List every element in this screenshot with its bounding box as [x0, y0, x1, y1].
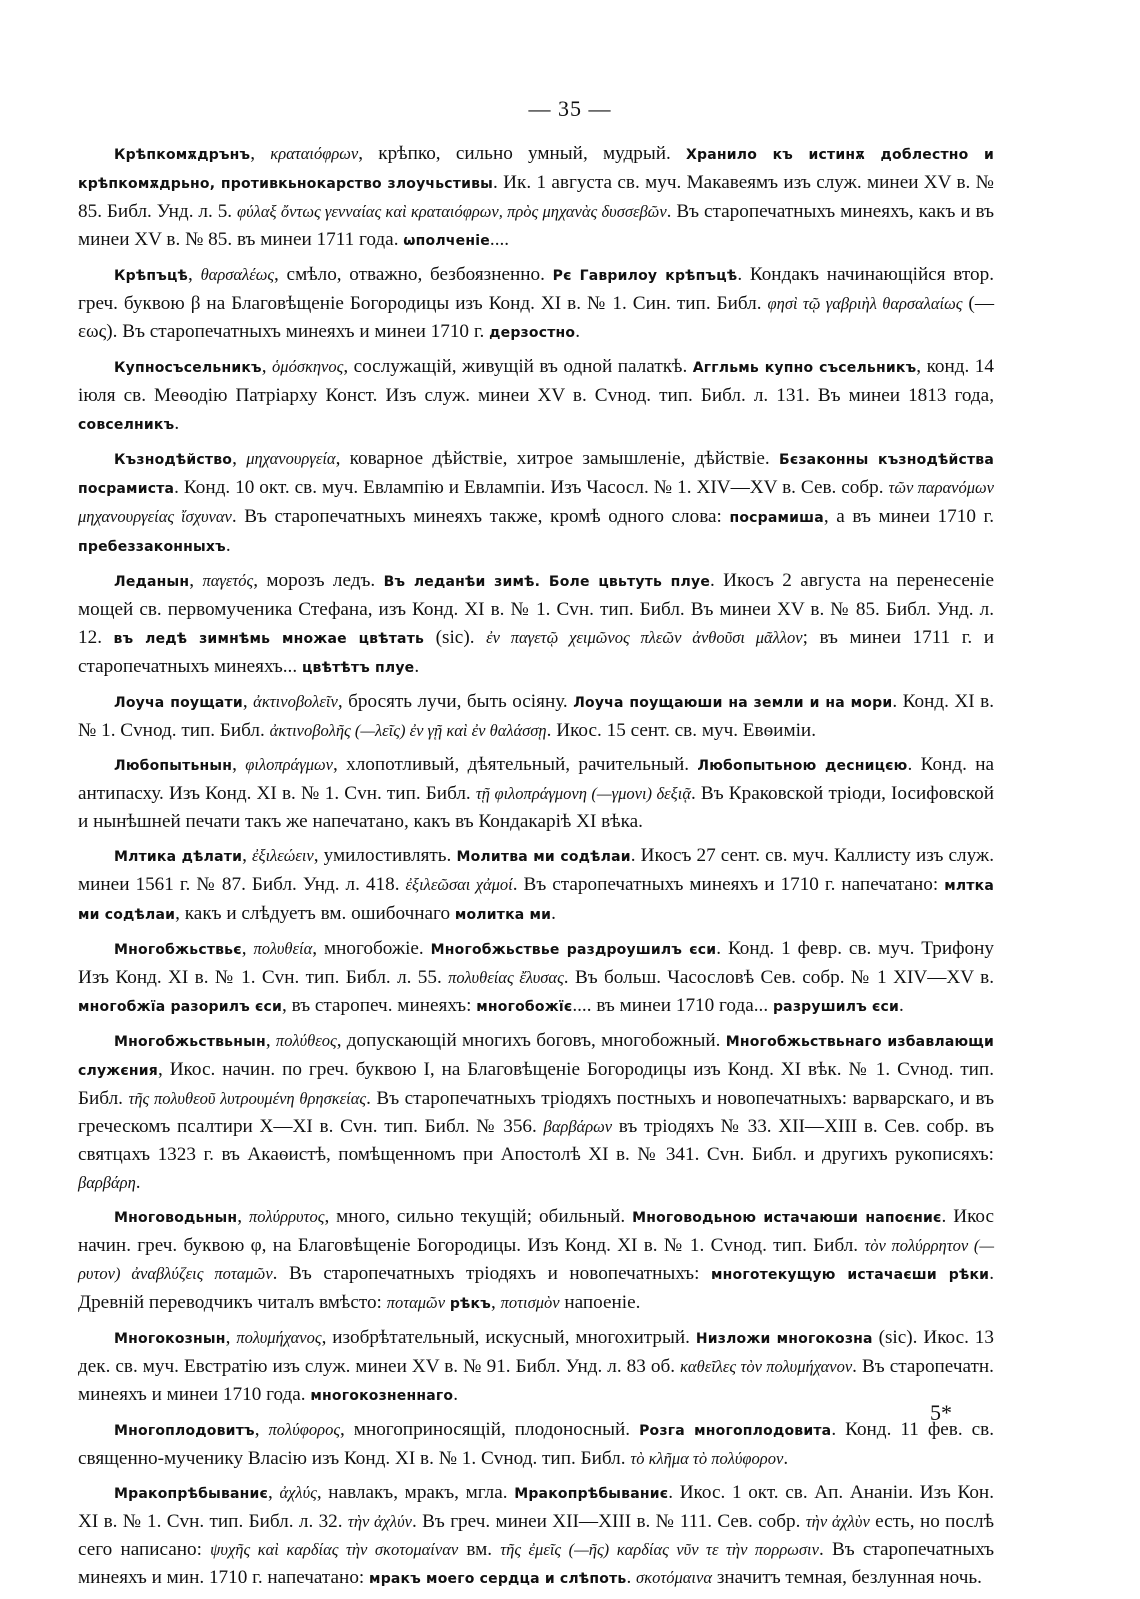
church-slavonic-text: Многоводьною истачаюши напоєниє [632, 1210, 942, 1226]
church-slavonic-text: Хранило къ истинѫ доблестно и крѣпкомѫдрьно, противкьнокарство злоучьстивы [78, 147, 994, 192]
dictionary-entry [78, 935, 994, 1021]
dictionary-entry [78, 353, 994, 439]
greek-text: πολυθείας ἔλυσας [448, 968, 564, 987]
russian-text: , [232, 448, 247, 469]
russian-text: . Въ греч. минеи XII—XIII в. № 111. Сев. собр. [411, 1511, 806, 1532]
church-slavonic-text: мракъ моего сердца и слѣпоть [369, 1571, 627, 1587]
greek-text: τὸ κλῆμα τὸ πολύφορον [630, 1449, 784, 1468]
russian-text: . [225, 535, 231, 556]
dictionary-entry [78, 140, 994, 255]
dictionary-entry [78, 1027, 994, 1197]
greek-text: τὴν ἀχλὺν [805, 1512, 870, 1531]
greek-text: σκοτόμαινα [636, 1568, 713, 1587]
dictionary-entry [78, 567, 994, 682]
russian-text: . Въ старопечатн. минеяхъ и минеи 1710 года. [78, 1356, 994, 1405]
russian-text: . Въ Краковской тріоди, Іосифовской и нынѣшней печати такъ же напечатано, какъ въ Кондакаріѣ XI вѣка. [78, 783, 994, 832]
russian-text: , [237, 1206, 249, 1227]
russian-text: , [241, 938, 254, 959]
greek-text: κραταιόφρων [270, 144, 359, 163]
greek-text: ψυχῆς καὶ καρδίας τὴν σκοτομαίναν [210, 1540, 459, 1559]
dictionary-entry [78, 1324, 994, 1410]
russian-text: , [242, 691, 254, 712]
greek-text: πολυθεία [253, 939, 313, 958]
church-slavonic-text: Рє Гаврилоу крѣпъцѣ [552, 268, 738, 284]
church-slavonic-text: рѣкъ [449, 1296, 491, 1312]
greek-text: ποταμῶν [386, 1293, 446, 1312]
church-slavonic-text: многобожїє [476, 999, 573, 1015]
greek-text: ἀχλύς [279, 1483, 317, 1502]
greek-text: ἐξιλεῶσαι χἀμοί [405, 875, 513, 894]
russian-text: . Въ старопечатныхъ тріодяхъ постныхъ и новопечатныхъ: варварскаго, и въ греческомъ псалтири X—XI в. Сvн. тип. Библ. № 356. [78, 1088, 994, 1137]
greek-text: τῆς ἐμεῖς (—ῆς) καρδίας νῦν τε τὴν πορρωσιν [500, 1540, 819, 1559]
russian-text: . [626, 1567, 637, 1588]
church-slavonic-text: Къзнодѣйство [114, 452, 233, 468]
greek-text: φιλοπράγμων [245, 755, 333, 774]
dictionary-entry [78, 688, 994, 745]
russian-text: , бросять лучи, быть осіяну. [337, 691, 574, 712]
russian-text: ; въ минеи 1711 г. и старопечатныхъ минеяхъ... [78, 627, 995, 677]
church-slavonic-text: многотекущую истачаєши рѣки [711, 1267, 990, 1283]
greek-text: ἀκτινοβολῆς (—λεῖς) ἐν γῇ καὶ ἐν θαλάσσῃ [269, 721, 547, 740]
church-slavonic-text: Многобжьствьє [114, 942, 242, 958]
russian-text: , много, сильно текущій; обильный. [324, 1206, 633, 1227]
church-slavonic-text: Многобжьствьнын [114, 1034, 266, 1050]
russian-text: . Въ старопечатныхъ тріодяхъ и новопечатныхъ: [272, 1263, 712, 1284]
greek-text: βαρβάρη [78, 1173, 136, 1192]
dictionary-entry [78, 1479, 994, 1593]
greek-text: ἐν παγετῷ χειμῶνος πλεῶν ἀνθοῦσι μᾶλλον [486, 628, 803, 647]
russian-text: , морозъ ледъ. [253, 570, 384, 591]
russian-text: . Икос. 1 окт. св. Ап. Ананіи. Изъ Кон. XI в. № 1. Сvн. тип. Библ. л. 32. [78, 1482, 994, 1532]
greek-text: βαρβάρων [543, 1117, 613, 1136]
russian-text: . Кондакъ начинающійся втор. греч. буквою β на Благовѣщеніе Богородицы изъ Конд. XI в. № 1. Син. тип. Библ. [78, 264, 994, 314]
russian-text: , въ старопеч. минеяхъ: [282, 995, 477, 1016]
church-slavonic-text: цвѣтѣтъ плуе [301, 660, 415, 676]
church-slavonic-text: Мракопрѣбываниє [514, 1486, 669, 1502]
russian-text: . [135, 1172, 141, 1193]
russian-text: , [232, 754, 246, 775]
church-slavonic-text: разрушилъ єси [772, 999, 900, 1015]
russian-text: , умилостивлять. [313, 845, 457, 866]
russian-text: , [225, 1327, 237, 1348]
russian-text: . Въ старопечатныхъ минеяхъ и 1710 г. напечатано: [512, 874, 945, 895]
greek-text: τὸν πολύρρητον (—ρυτον) ἀναβλύζεις ποταμῶν [78, 1236, 994, 1283]
church-slavonic-text: Купносъсельникъ [114, 360, 262, 376]
greek-text: παγετός [202, 571, 254, 590]
dictionary-entry [78, 261, 994, 347]
dictionary-entry [78, 445, 994, 561]
russian-text: .... [489, 229, 510, 250]
russian-text: . Икос. 15 сент. св. муч. Евѳиміи. [546, 720, 816, 741]
greek-text: πολύρρυτος [248, 1207, 325, 1226]
russian-text: , коварное дѣйствіе, хитрое замышленіе, дѣйствіе. [335, 448, 779, 469]
russian-text: , сослужащій, живущій въ одной палаткѣ. [343, 356, 693, 377]
church-slavonic-text: Бєзаконны къзнодѣйства посрамиста [78, 452, 994, 497]
church-slavonic-text: посрамиша [729, 510, 824, 526]
russian-text: , навлакъ, мракъ, мгла. [316, 1482, 515, 1503]
russian-text: , смѣло, отважно, безбоязненно. [274, 264, 553, 285]
russian-text: . [453, 1384, 459, 1405]
church-slavonic-text: многокозненнаго [310, 1388, 454, 1404]
church-slavonic-text: Многобжьствье раздроушилъ єси [430, 942, 717, 958]
greek-text: τῇ φιλοπράγμονη (—γμονι) δεξιᾷ [475, 784, 691, 803]
church-slavonic-text: многобжїа разорилъ єси [78, 999, 283, 1015]
greek-text: ποτισμὸν [500, 1293, 560, 1312]
russian-text: . [414, 656, 420, 677]
greek-text: ὁμόσκηνος [272, 357, 344, 376]
dictionary-entry [78, 751, 994, 836]
russian-text: , а въ минеи 1710 г. [823, 506, 994, 527]
russian-text: , крѣпко, сильно умный, мудрый. [358, 143, 687, 164]
church-slavonic-text: молитка ми [454, 907, 552, 923]
russian-text: . Въ старопечатныхъ минеяхъ и мин. 1710 г. напечатано: [78, 1539, 995, 1588]
church-slavonic-text: Любопытьнын [114, 758, 233, 774]
russian-text: . Древній переводчикъ читалъ вмѣсто: [78, 1263, 994, 1313]
russian-text: въ тріодяхъ № 33. XII—XIII в. Сев. собр. въ святцахъ 1323 г. въ Акаѳистѣ, помѣщенномъ при Апостолѣ XI в. № 341. Сvн. Библ. и другихъ рукописяхъ: [78, 1116, 994, 1165]
russian-text: . Конд. на антипасху. Изъ Конд. XI в. № 1. Сvн. тип. Библ. [78, 754, 994, 804]
russian-text: есть, но послѣ сего написано: [78, 1511, 995, 1560]
church-slavonic-text: Молитва ми содѣлаи [456, 849, 631, 865]
church-slavonic-text: совселникъ [78, 417, 175, 433]
church-slavonic-text: дерзостно [489, 325, 576, 341]
russian-text: (sic). [424, 627, 487, 648]
russian-text: . Икос начин. греч. буквою φ, на Благовѣщеніе Богородицы. Изъ Конд. XI в. № 1. Сvнод. тип. Библ. [78, 1206, 995, 1256]
russian-text: . [174, 413, 180, 434]
greek-text: ἐξιλεώειν [252, 846, 314, 865]
church-slavonic-text: Любопытьною десницєю [697, 758, 908, 774]
greek-text: καθεῖλες τὸν πολυμήχανον [680, 1357, 853, 1376]
church-slavonic-text: Млтика дѣлати [114, 849, 243, 865]
russian-text: . Конд. 10 окт. св. муч. Евлампію и Евлампіи. Изъ Часосл. № 1. XIV—XV в. Сев. собр. [174, 477, 889, 498]
church-slavonic-text: Мракопрѣбываниє [114, 1486, 269, 1502]
church-slavonic-text: Розга многоплодовита [639, 1423, 832, 1439]
greek-text: τῆς πολυθεοῦ λυτρουμένη θρησκείας [128, 1089, 367, 1108]
church-slavonic-text: ѡполченіе [403, 233, 490, 249]
russian-text: , Икос. начин. по греч. буквою I, на Благовѣщеніе Богородицы изъ Конд. XI вѣк. № 1. Сvнод. тип. Библ. [78, 1059, 994, 1109]
church-slavonic-text: Лоуча поущаюши на земли и на мори [573, 695, 893, 711]
church-slavonic-text: Многоплодовитъ [114, 1423, 255, 1439]
signature-mark: 5* [930, 1400, 952, 1425]
dictionary-entry [78, 842, 994, 929]
greek-text: τῶν παρανόμων μηχανουργείας ἴσχυναν [78, 478, 994, 526]
russian-text: , какъ и слѣдуетъ вм. ошибочнаго [175, 903, 455, 924]
church-slavonic-text: Въ леданѣи зимѣ. Боле цвьтуть плуе [383, 574, 711, 590]
russian-text: вм. [458, 1539, 501, 1560]
church-slavonic-text: млтка ми содѣлаи [78, 878, 994, 923]
russian-text: , хлопотливый, дѣятельный, рачительный. [332, 754, 698, 775]
russian-text: , конд. 14 іюля св. Меѳодію Патріарху Конст. Изъ служ. минеи XV в. Сvнод. тип. Библ. л. 131. Въ минеи 1813 года, [78, 356, 994, 406]
russian-text: , [189, 570, 203, 591]
russian-text: . Конд. XI в. № 1. Сvнод. тип. Библ. [78, 691, 995, 741]
russian-text: . Въ больш. Часословѣ Сев. собр. № 1 XIV—XV в. [563, 967, 994, 988]
russian-text: . [899, 995, 904, 1016]
russian-text: . Конд. 1 февр. св. муч. Трифону Изъ Конд. XI в. № 1. Сvн. тип. Библ. л. 55. [78, 938, 995, 988]
russian-text: . Въ старопечатныхъ минеяхъ также, кромѣ одного слова: [231, 506, 730, 527]
church-slavonic-text: Леданын [114, 574, 190, 590]
greek-text: πολύφορος [268, 1420, 341, 1439]
russian-text: .... въ минеи 1710 года... [572, 995, 773, 1016]
greek-text: πολύθεος [275, 1031, 337, 1050]
russian-text: , допускающій многихъ боговъ, многобожный. [336, 1030, 726, 1051]
dictionary-entry [78, 1203, 994, 1318]
russian-text: , многобожіе. [312, 938, 431, 959]
church-slavonic-text: пребеззаконныхъ [78, 539, 226, 555]
church-slavonic-text: Многоводьнын [114, 1210, 238, 1226]
russian-text: напоеніе. [559, 1292, 641, 1313]
church-slavonic-text: Лоуча поущати [114, 695, 243, 711]
russian-text: . Конд. 11 фев. св. священно-мученику Власію изъ Конд. XI в. № 1. Сvнод. тип. Библ. [78, 1419, 994, 1469]
greek-text: τὴν ἀχλύν [347, 1512, 412, 1531]
greek-text: θαρσαλέως [200, 265, 275, 284]
russian-text: , [261, 356, 273, 377]
russian-text: . [575, 321, 581, 342]
church-slavonic-text: въ ледѣ зимнѣмь множае цвѣтать [113, 631, 425, 647]
russian-text: . [551, 903, 556, 924]
church-slavonic-text: Многокознын [114, 1331, 226, 1347]
page-number: — 35 — [528, 96, 612, 121]
church-slavonic-text: Крѣпъцѣ [114, 268, 189, 284]
dictionary-entry [78, 1416, 994, 1473]
church-slavonic-text: Низложи многокозна [695, 1331, 873, 1347]
greek-text: φησὶ τῷ γαβριὴλ θαρσαλαίως [767, 294, 963, 313]
russian-text: , [242, 845, 252, 866]
greek-text: φύλαξ ὄντως γενναίας καὶ κραταιόφρων, πρὸς μηχανὰς δυσσεβῶν [237, 202, 667, 221]
greek-text: μηχανουργεία [246, 449, 336, 468]
greek-text: πολυμήχανος [236, 1328, 322, 1347]
russian-text: , [268, 1482, 280, 1503]
russian-text: . Ик. 1 августа св. муч. Макавеямъ изъ служ. минеи XV в. № 85. Библ. Унд. л. 5. [78, 172, 994, 222]
russian-text: (sic). Икос. 13 дек. св. муч. Евстратію изъ служ. минеи XV в. № 91. Библ. Унд. л. 83 об. [78, 1327, 994, 1377]
russian-text: , [490, 1292, 501, 1313]
russian-text: . Икосъ 27 сент. св. муч. Каллисту изъ служ. минеи 1561 г. № 87. Библ. Унд. л. 418. [78, 845, 994, 895]
russian-text: , [265, 1030, 276, 1051]
russian-text: . Икосъ 2 августа на перенесеніе мощей св. первомученика Стефана, изъ Конд. XI в. № 1. Сvн. тип. Библ. Въ минеи XV в. № 85. Библ. Унд. л. 12. [78, 570, 995, 648]
russian-text: . [783, 1448, 789, 1469]
church-slavonic-text: Аггльмь купно съсельникъ [692, 360, 917, 376]
russian-text: значитъ темная, безлунная ночь. [712, 1567, 982, 1588]
russian-text: , [188, 264, 201, 285]
russian-text: . Въ старопечатныхъ минеяхъ, какъ и въ минеи XV в. № 85. въ минеи 1711 года. [78, 201, 995, 250]
dictionary-body [78, 140, 994, 1599]
russian-text: , [250, 143, 271, 164]
greek-text: ἀκτινοβολεῖν [253, 692, 338, 711]
russian-text: , многоприносящій, плодоносный. [340, 1419, 640, 1440]
church-slavonic-text: Многобжьствьнаго избавлающи служєния [78, 1034, 994, 1079]
russian-text: , изобрѣтательный, искусный, многохитрый. [321, 1327, 696, 1348]
russian-text: , [254, 1419, 269, 1440]
russian-text: (—εως). Въ старопечатныхъ минеяхъ и минеи 1710 г. [78, 293, 995, 342]
church-slavonic-text: Крѣпкомѫдрънъ [114, 147, 251, 163]
